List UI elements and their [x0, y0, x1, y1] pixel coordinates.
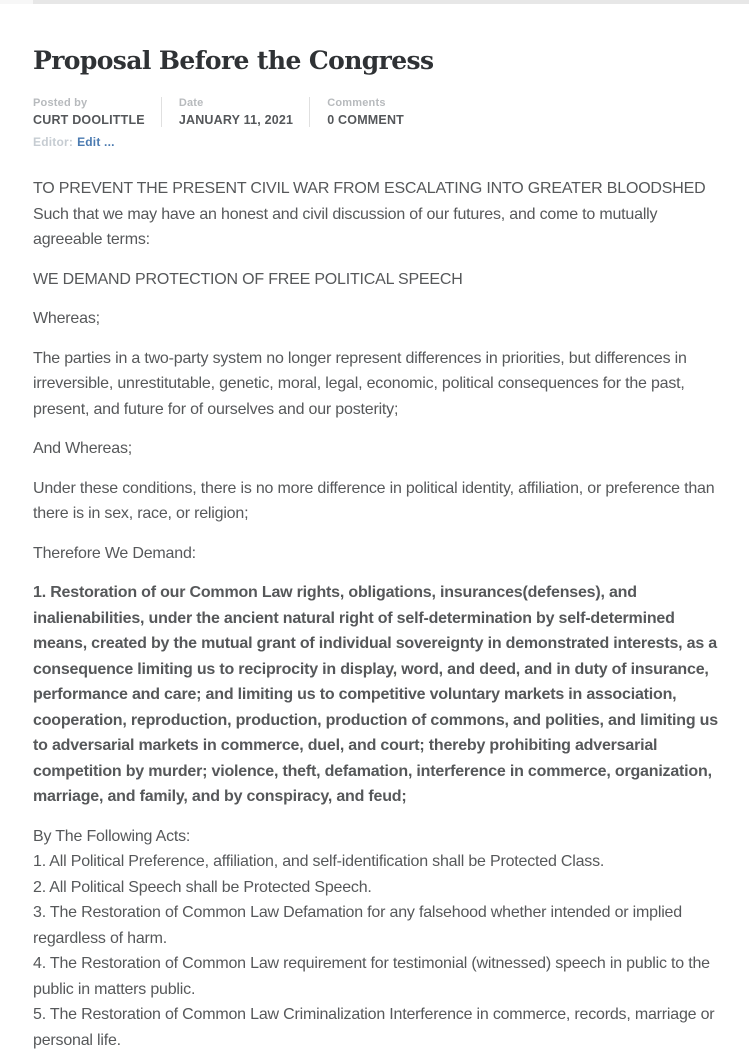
meta-date — [161, 97, 309, 127]
demand-item-1: 1. Restoration of our Common Law rights, obligations, insurances(defenses), and inalienabilities, under the ancient natural right of self-determination by self-determined means, created by the mutual grant of individual sovereignty in demonstrated interests, as a consequence limiting us to reciprocity in display, word, and deed, and in duty of insurance, performance and care; and limiting us to competitive voluntary markets in association, cooperation, reproduction, production, production of commons, and polities, and limiting us to adversarial markets in commerce, duel, and court; thereby prohibiting adversarial competition by murder; violence, theft, defamation, interference in commerce, organization, marriage, and family, and by conspiracy, and feud; — [33, 584, 718, 805]
page-title: Proposal Before the Congress — [33, 46, 434, 75]
comments-count: 0 COMMENT — [327, 113, 405, 127]
post-body — [33, 176, 733, 1053]
act-item-1: 1. All Political Preference, affiliation, and self-identification shall be Protected Class. — [33, 853, 605, 870]
intro-line-2: Such that we may have an honest and civil discussion of our futures, and come to mutually agreeable terms: — [33, 205, 658, 248]
act-item-3: 3. The Restoration of Common Law Defamation for any falsehood whether intended or implied regardless of harm. — [33, 904, 682, 947]
act-item-2: 2. All Political Speech shall be Protected Speech. — [33, 878, 372, 896]
intro-line-1: TO PREVENT THE PRESENT CIVIL WAR FROM ESCALATING INTO GREATER BLOODSHED — [33, 180, 706, 197]
posted-by-label: Posted by — [33, 97, 88, 109]
editor-row — [33, 135, 733, 149]
meta-comments — [309, 97, 420, 127]
therefore-heading: Therefore We Demand: — [33, 544, 196, 562]
demand-heading: WE DEMAND PROTECTION OF FREE POLITICAL SPEECH — [33, 270, 463, 288]
act-item-4: 4. The Restoration of Common Law requirement for testimonial (witnessed) speech in public to the public in matters public. — [33, 955, 710, 998]
date-value: JANUARY 11, 2021 — [178, 113, 294, 127]
whereas-2-heading: And Whereas; — [33, 440, 132, 457]
editor-label: Editor: — [33, 135, 74, 149]
date-label: Date — [178, 97, 204, 109]
intro-paragraph — [33, 176, 725, 253]
whereas-2-body: Under these conditions, there is no more difference in political identity, affiliation, or preference than there is in sex, race, or religion; — [33, 479, 715, 522]
posted-by-value: CURT DOOLITTLE — [33, 113, 145, 127]
post-meta-row — [33, 97, 733, 127]
act-item-5: 5. The Restoration of Common Law Criminalization Interference in commerce, records, marriage or personal life. — [33, 1006, 715, 1049]
comments-label: Comments — [327, 97, 386, 109]
article-container — [0, 4, 749, 1053]
meta-posted-by — [33, 97, 161, 127]
whereas-1-heading: Whereas; — [33, 310, 100, 327]
edit-post-link[interactable]: Edit ... — [77, 135, 115, 149]
acts-heading: By The Following Acts: — [33, 827, 191, 845]
whereas-1-body: The parties in a two-party system no longer represent differences in priorities, but differences in irreversible, unrestitutable, genetic, moral, legal, economic, political consequences for the past, present, and future for of ourselves and our posterity; — [33, 349, 687, 418]
acts-list — [33, 849, 725, 1053]
